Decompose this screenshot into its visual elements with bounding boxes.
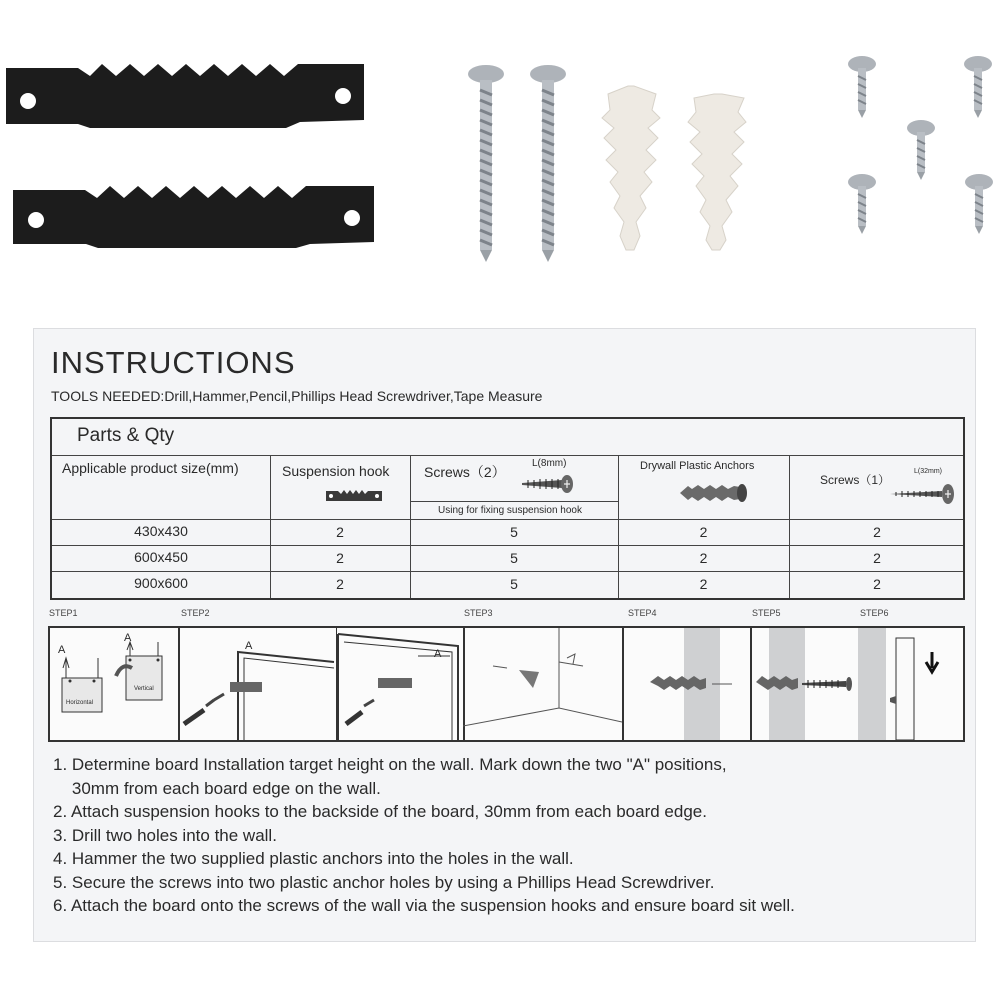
header-size: Applicable product size(mm) [62,460,239,476]
cell-hook: 2 [336,524,344,540]
short-screw-icon [848,56,876,118]
cell-anchors: 2 [699,576,708,592]
cell-screws2: 5 [510,550,518,566]
cell-anchors: 2 [699,524,708,540]
instruction-step: 4. Hammer the two supplied plastic anchors into the holes in the wall. [53,849,574,868]
marker-a: A [245,640,253,652]
cell-screws2: 5 [510,576,518,592]
step-label: STEP2 [181,608,210,618]
cell-screws1: 2 [873,576,881,592]
marker-a: A [434,648,442,660]
step4-diagram [622,628,750,740]
long-screw-diagram-icon [888,481,956,507]
step2-diagram [178,628,463,740]
instruction-card [33,328,976,942]
step-label: STEP1 [49,608,78,618]
short-screw-icon [848,174,876,234]
instruction-step: 5. Secure the screws into two plastic anchor holes by using a Phillips Head Screwdriver. [53,872,715,892]
instruction-step: 1. Determine board Installation target height on the wall. Mark down the two "A" positions, [53,755,727,774]
instruction-step: 30mm from each board edge on the wall. [53,778,381,798]
header-screws2: Screws（2） [424,464,506,480]
screws2-note: Using for fixing suspension hook [438,505,582,516]
cell-hook: 2 [336,550,344,566]
step-label: STEP4 [628,608,657,618]
plastic-anchor-icon [602,86,660,250]
hardware-photo [0,0,1000,300]
table-divider [52,519,963,520]
long-screw-icon [468,65,504,262]
table-divider [410,501,618,502]
table-divider [52,455,963,456]
marker-a: A [124,632,132,644]
cell-screws1: 2 [873,550,881,566]
short-screw-icon [965,174,993,234]
plastic-anchor-icon [688,94,746,250]
step-label: STEP6 [860,608,889,618]
instruction-step: 6. Attach the board onto the screws of the wall via the suspension hooks and ensure board sit well. [53,896,795,915]
step1-horizontal-label: Horizontal [66,700,94,706]
step-diagrams [48,626,965,742]
step6-diagram [858,628,965,740]
step3-diagram [463,628,622,740]
screws1-length: L(32mm) [914,468,943,475]
cell-screws2: 5 [510,524,518,540]
card-title: INSTRUCTIONS [51,345,296,380]
parts-table [50,417,965,600]
suspension-hook-icon [324,485,384,507]
instruction-list [53,753,968,918]
instruction-step: 2. Attach suspension hooks to the backside of the board, 30mm from each board edge. [53,802,707,821]
cell-size: 600x450 [134,549,188,565]
tools-needed: TOOLS NEEDED:Drill,Hammer,Pencil,Phillips Head Screwdriver,Tape Measure [51,388,543,404]
sawtooth-hook-icon [6,64,364,128]
screw-diagram-icon [518,469,576,499]
short-screw-icon [907,120,935,180]
step-label: STEP5 [752,608,781,618]
table-divider [52,571,963,572]
step1-diagram [50,628,178,740]
header-hook: Suspension hook [282,463,390,479]
step1-vertical-label: Vertical [134,686,154,692]
step5-diagram [750,628,858,740]
cell-size: 430x430 [134,523,188,539]
marker-a: A [58,644,66,656]
short-screw-icon [964,56,992,118]
header-anchors: Drywall Plastic Anchors [640,460,755,472]
header-screws1: Screws（1） [820,473,891,487]
cell-hook: 2 [336,576,344,592]
step-label: STEP3 [464,608,493,618]
cell-screws1: 2 [873,524,881,540]
sawtooth-hook-icon [13,186,374,248]
instruction-step: 3. Drill two holes into the wall. [53,825,277,845]
cell-size: 900x600 [134,575,188,591]
anchor-diagram-icon [678,479,750,507]
table-divider [52,545,963,546]
parts-table-title: Parts & Qty [77,425,175,446]
screws2-length: L(8mm) [532,458,567,469]
cell-anchors: 2 [699,550,708,566]
long-screw-icon [530,65,566,262]
